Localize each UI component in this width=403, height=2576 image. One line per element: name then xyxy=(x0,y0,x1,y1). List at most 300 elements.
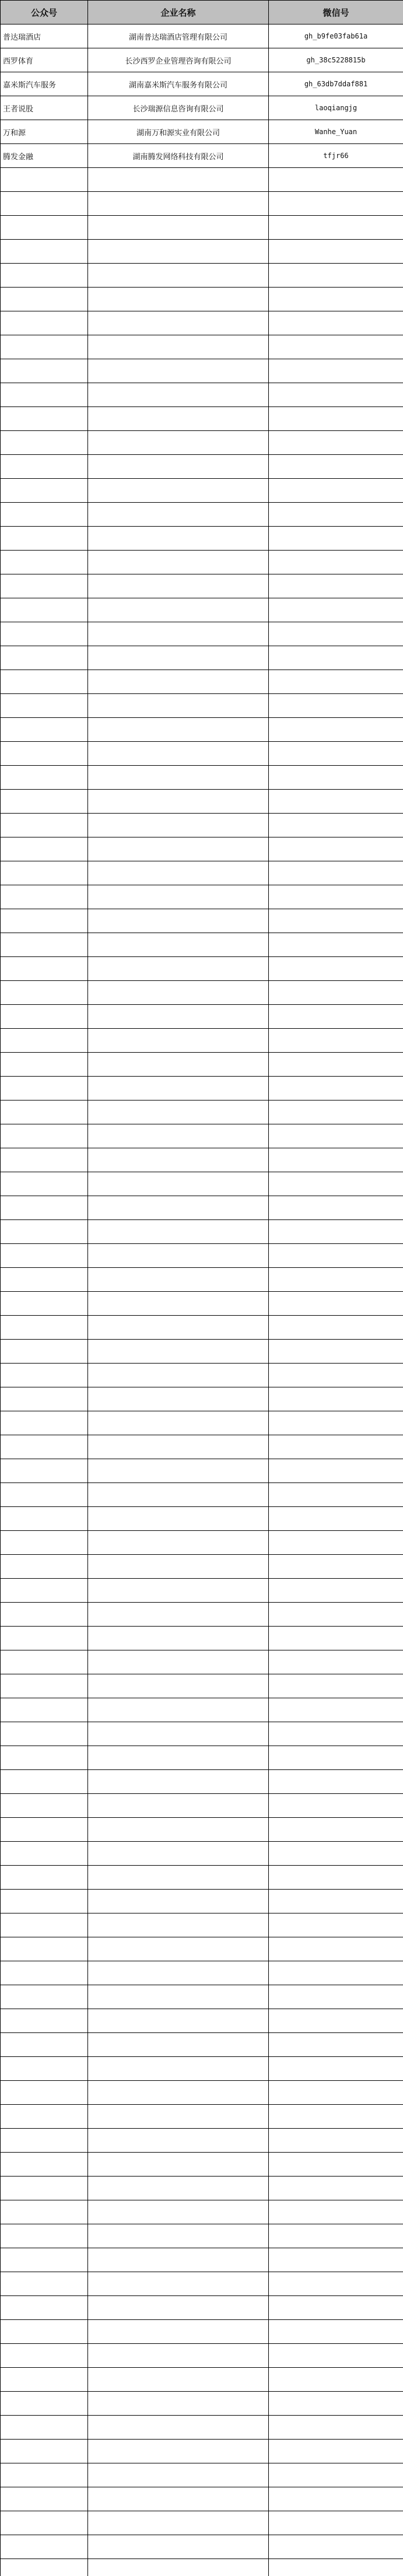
company-name-cell xyxy=(88,2177,269,2200)
company-name-cell xyxy=(88,766,269,790)
company-name-cell xyxy=(88,1316,269,1340)
company-name-cell xyxy=(88,909,269,933)
company-name-cell xyxy=(88,2320,269,2344)
table-row xyxy=(1,1722,403,1746)
table-row xyxy=(1,168,403,192)
account-name-cell xyxy=(1,1340,88,1364)
account-name-cell xyxy=(1,1937,88,1961)
wechat-id-cell xyxy=(269,288,403,311)
table-row xyxy=(1,1364,403,1387)
account-name-cell xyxy=(1,2057,88,2081)
company-name-cell xyxy=(88,2559,269,2576)
table-row xyxy=(1,2463,403,2487)
company-name-cell xyxy=(88,837,269,861)
table-row xyxy=(1,718,403,742)
account-name-cell: 王者说股 xyxy=(1,96,88,120)
table-row xyxy=(1,503,403,527)
company-name-cell xyxy=(88,2535,269,2559)
wechat-id-cell xyxy=(269,264,403,288)
wechat-id-cell xyxy=(269,1196,403,1220)
table-row xyxy=(1,1770,403,1794)
header-account: 公众号 xyxy=(1,1,88,24)
account-name-cell xyxy=(1,1627,88,1650)
account-name-cell xyxy=(1,2368,88,2392)
company-name-cell: 湖南嘉米斯汽车服务有限公司 xyxy=(88,72,269,96)
wechat-id-cell xyxy=(269,2296,403,2320)
wechat-id-cell xyxy=(269,1627,403,1650)
table-row xyxy=(1,646,403,670)
company-name-cell xyxy=(88,1220,269,1244)
table-row xyxy=(1,2081,403,2105)
table-row xyxy=(1,598,403,622)
company-name-cell xyxy=(88,2057,269,2081)
wechat-id-cell xyxy=(269,2057,403,2081)
table-row xyxy=(1,1794,403,1818)
account-name-cell xyxy=(1,1316,88,1340)
wechat-id-cell xyxy=(269,240,403,264)
company-name-cell xyxy=(88,1555,269,1579)
account-name-cell xyxy=(1,861,88,885)
table-row xyxy=(1,1268,403,1292)
account-name-cell xyxy=(1,1029,88,1053)
account-name-cell xyxy=(1,1555,88,1579)
table-row xyxy=(1,2535,403,2559)
table-row xyxy=(1,1746,403,1770)
table-row xyxy=(1,2487,403,2511)
company-name-cell xyxy=(88,2511,269,2535)
company-name-cell xyxy=(88,1531,269,1555)
company-name-cell xyxy=(88,288,269,311)
wechat-id-cell xyxy=(269,933,403,957)
account-name-cell xyxy=(1,2344,88,2368)
company-name-cell xyxy=(88,1794,269,1818)
wechat-id-cell xyxy=(269,455,403,479)
table-row xyxy=(1,2224,403,2248)
table-row xyxy=(1,1172,403,1196)
wechat-id-cell xyxy=(269,1961,403,1985)
company-name-cell xyxy=(88,2033,269,2057)
table-row xyxy=(1,574,403,598)
table-row xyxy=(1,1148,403,1172)
company-name-cell xyxy=(88,264,269,288)
wechat-id-cell xyxy=(269,646,403,670)
account-name-cell xyxy=(1,766,88,790)
table-row xyxy=(1,1220,403,1244)
wechat-id-cell xyxy=(269,1531,403,1555)
wechat-id-cell xyxy=(269,1913,403,1937)
wechat-id-cell xyxy=(269,527,403,551)
table-row xyxy=(1,192,403,216)
company-name-cell xyxy=(88,431,269,455)
company-name-cell xyxy=(88,2248,269,2272)
company-name-cell xyxy=(88,790,269,814)
company-name-cell xyxy=(88,2009,269,2033)
account-name-cell xyxy=(1,574,88,598)
account-name-cell xyxy=(1,1124,88,1148)
company-name-cell xyxy=(88,1961,269,1985)
company-name-cell xyxy=(88,981,269,1005)
wechat-id-cell xyxy=(269,2487,403,2511)
wechat-id-cell xyxy=(269,2511,403,2535)
account-name-cell xyxy=(1,2535,88,2559)
account-name-cell xyxy=(1,2296,88,2320)
table-row xyxy=(1,479,403,503)
wechat-id-cell xyxy=(269,2105,403,2129)
company-name-cell xyxy=(88,814,269,837)
company-name-cell xyxy=(88,1483,269,1507)
account-name-cell xyxy=(1,407,88,431)
company-name-cell xyxy=(88,551,269,574)
table-row xyxy=(1,335,403,359)
wechat-id-cell xyxy=(269,2440,403,2463)
company-name-cell xyxy=(88,2105,269,2129)
company-name-cell xyxy=(88,2344,269,2368)
wechat-id-cell xyxy=(269,1244,403,1268)
table-row xyxy=(1,1101,403,1124)
company-name-cell xyxy=(88,455,269,479)
table-row xyxy=(1,670,403,694)
account-name-cell xyxy=(1,168,88,192)
company-name-cell xyxy=(88,1985,269,2009)
wechat-id-cell: laoqiangjg xyxy=(269,96,403,120)
account-name-cell xyxy=(1,981,88,1005)
account-name-cell xyxy=(1,1053,88,1077)
table-row xyxy=(1,1890,403,1913)
company-name-cell xyxy=(88,1340,269,1364)
account-name-cell xyxy=(1,694,88,718)
table-row xyxy=(1,1842,403,1866)
account-name-cell xyxy=(1,1483,88,1507)
account-name-cell xyxy=(1,1746,88,1770)
table-row xyxy=(1,1005,403,1029)
account-name-cell xyxy=(1,359,88,383)
account-name-cell xyxy=(1,1818,88,1842)
wechat-id-cell xyxy=(269,598,403,622)
table-row xyxy=(1,622,403,646)
wechat-id-cell xyxy=(269,1770,403,1794)
company-name-cell xyxy=(88,1650,269,1674)
account-name-cell xyxy=(1,790,88,814)
company-name-cell xyxy=(88,1746,269,1770)
account-name-cell xyxy=(1,1890,88,1913)
company-name-cell xyxy=(88,192,269,216)
table-row xyxy=(1,885,403,909)
company-name-cell xyxy=(88,885,269,909)
account-name-cell xyxy=(1,2105,88,2129)
company-name-cell xyxy=(88,216,269,240)
table-row xyxy=(1,407,403,431)
wechat-id-cell xyxy=(269,2344,403,2368)
table-row xyxy=(1,1387,403,1411)
table-row xyxy=(1,1077,403,1101)
account-name-cell xyxy=(1,2224,88,2248)
table-row xyxy=(1,455,403,479)
company-name-cell xyxy=(88,311,269,335)
wechat-id-cell xyxy=(269,861,403,885)
table-row xyxy=(1,72,403,96)
wechat-id-cell xyxy=(269,1172,403,1196)
wechat-id-cell xyxy=(269,2200,403,2224)
wechat-id-cell: gh_b9fe03fab61a xyxy=(269,24,403,48)
company-name-cell: 湖南普达瑞酒店管理有限公司 xyxy=(88,24,269,48)
table-row xyxy=(1,2296,403,2320)
wechat-id-cell xyxy=(269,1077,403,1101)
table-row xyxy=(1,383,403,407)
table-row xyxy=(1,2248,403,2272)
account-name-cell xyxy=(1,240,88,264)
company-name-cell xyxy=(88,2463,269,2487)
company-name-cell xyxy=(88,574,269,598)
company-name-cell xyxy=(88,2200,269,2224)
account-name-cell xyxy=(1,335,88,359)
table-row xyxy=(1,933,403,957)
account-name-cell xyxy=(1,670,88,694)
wechat-id-cell xyxy=(269,1603,403,1627)
wechat-id-cell xyxy=(269,1650,403,1674)
table-row xyxy=(1,1913,403,1937)
table-row xyxy=(1,1818,403,1842)
company-name-cell xyxy=(88,622,269,646)
account-name-cell xyxy=(1,909,88,933)
table-row xyxy=(1,1483,403,1507)
company-name-cell xyxy=(88,1818,269,1842)
wechat-id-cell xyxy=(269,168,403,192)
account-name-cell: 腾发金融 xyxy=(1,144,88,168)
table-row xyxy=(1,2272,403,2296)
company-name-cell xyxy=(88,957,269,981)
wechat-id-cell xyxy=(269,1866,403,1890)
table-row xyxy=(1,2320,403,2344)
table-row xyxy=(1,288,403,311)
wechat-id-cell xyxy=(269,1316,403,1340)
wechat-id-cell xyxy=(269,718,403,742)
company-name-cell xyxy=(88,2440,269,2463)
wechat-id-cell xyxy=(269,2177,403,2200)
wechat-id-cell xyxy=(269,1842,403,1866)
account-name-cell xyxy=(1,2248,88,2272)
company-name-cell xyxy=(88,1937,269,1961)
wechat-id-cell xyxy=(269,1364,403,1387)
account-name-cell xyxy=(1,2559,88,2576)
table-row xyxy=(1,264,403,288)
table-row xyxy=(1,2105,403,2129)
company-name-cell xyxy=(88,718,269,742)
account-name-cell xyxy=(1,718,88,742)
account-name-cell xyxy=(1,1268,88,1292)
company-name-cell xyxy=(88,670,269,694)
table-row xyxy=(1,957,403,981)
table-row xyxy=(1,909,403,933)
table-row xyxy=(1,1340,403,1364)
account-name-cell xyxy=(1,455,88,479)
company-name-cell xyxy=(88,1459,269,1483)
account-name-cell xyxy=(1,2009,88,2033)
account-name-cell: 嘉米斯汽车服务 xyxy=(1,72,88,96)
wechat-id-cell xyxy=(269,1411,403,1435)
company-name-cell xyxy=(88,598,269,622)
table-row xyxy=(1,2129,403,2153)
account-name-cell xyxy=(1,1387,88,1411)
wechat-id-cell xyxy=(269,1292,403,1316)
wechat-id-cell xyxy=(269,2368,403,2392)
account-name-cell xyxy=(1,1794,88,1818)
wechat-id-cell xyxy=(269,1722,403,1746)
account-name-cell xyxy=(1,1220,88,1244)
account-name-cell xyxy=(1,1077,88,1101)
table-row xyxy=(1,2440,403,2463)
account-name-cell xyxy=(1,1148,88,1172)
table-row xyxy=(1,2200,403,2224)
table-row xyxy=(1,2392,403,2416)
account-name-cell xyxy=(1,1866,88,1890)
account-name-cell xyxy=(1,311,88,335)
wechat-id-cell xyxy=(269,192,403,216)
account-name-cell xyxy=(1,2129,88,2153)
account-name-cell xyxy=(1,192,88,216)
company-name-cell xyxy=(88,1770,269,1794)
table-row xyxy=(1,766,403,790)
table-row xyxy=(1,2033,403,2057)
table-row xyxy=(1,742,403,766)
account-name-cell xyxy=(1,479,88,503)
company-name-cell xyxy=(88,1698,269,1722)
wechat-id-cell xyxy=(269,2463,403,2487)
wechat-id-cell xyxy=(269,1483,403,1507)
account-name-cell xyxy=(1,2033,88,2057)
table-row xyxy=(1,2416,403,2440)
wechat-id-cell xyxy=(269,622,403,646)
account-name-cell xyxy=(1,1364,88,1387)
table-row xyxy=(1,1411,403,1435)
table-row xyxy=(1,2344,403,2368)
company-name-cell xyxy=(88,1387,269,1411)
table-row xyxy=(1,1627,403,1650)
table-row xyxy=(1,96,403,120)
table-row xyxy=(1,1053,403,1077)
company-name-cell xyxy=(88,933,269,957)
company-name-cell xyxy=(88,240,269,264)
wechat-id-cell xyxy=(269,885,403,909)
company-name-cell xyxy=(88,479,269,503)
account-name-cell xyxy=(1,2487,88,2511)
table-row xyxy=(1,2153,403,2177)
wechat-id-cell xyxy=(269,1053,403,1077)
table-row xyxy=(1,1292,403,1316)
account-name-cell xyxy=(1,1674,88,1698)
account-name-cell xyxy=(1,622,88,646)
wechat-id-cell xyxy=(269,2272,403,2296)
wechat-id-cell: gh_38c5228815b xyxy=(269,48,403,72)
account-name-cell xyxy=(1,814,88,837)
wechat-id-cell: Wanhe_Yuan xyxy=(269,120,403,144)
account-name-cell xyxy=(1,2440,88,2463)
company-name-cell xyxy=(88,1890,269,1913)
wechat-id-cell xyxy=(269,2081,403,2105)
account-name-cell xyxy=(1,2320,88,2344)
wechat-id-cell xyxy=(269,1387,403,1411)
wechat-id-cell xyxy=(269,2248,403,2272)
wechat-id-cell xyxy=(269,1746,403,1770)
company-name-cell: 湖南腾发网络科技有限公司 xyxy=(88,144,269,168)
wechat-id-cell xyxy=(269,311,403,335)
company-name-cell xyxy=(88,742,269,766)
wechat-id-cell xyxy=(269,335,403,359)
account-name-cell xyxy=(1,2200,88,2224)
table-row xyxy=(1,1961,403,1985)
company-name-cell xyxy=(88,2224,269,2248)
account-name-cell xyxy=(1,1435,88,1459)
company-name-cell xyxy=(88,1268,269,1292)
company-name-cell xyxy=(88,1101,269,1124)
wechat-id-cell xyxy=(269,2320,403,2344)
table-row xyxy=(1,359,403,383)
table-row xyxy=(1,1866,403,1890)
wechat-id-cell xyxy=(269,2416,403,2440)
company-name-cell xyxy=(88,1292,269,1316)
wechat-id-cell xyxy=(269,1937,403,1961)
wechat-id-cell xyxy=(269,479,403,503)
company-name-cell xyxy=(88,1674,269,1698)
wechat-id-cell xyxy=(269,1101,403,1124)
table-row xyxy=(1,311,403,335)
account-name-cell xyxy=(1,1650,88,1674)
company-name-cell xyxy=(88,1053,269,1077)
account-name-cell xyxy=(1,1292,88,1316)
table-body xyxy=(1,24,403,2576)
table-row xyxy=(1,120,403,144)
company-name-cell xyxy=(88,2081,269,2105)
account-name-cell xyxy=(1,598,88,622)
company-name-cell xyxy=(88,2487,269,2511)
account-name-cell: 万和源 xyxy=(1,120,88,144)
company-name-cell xyxy=(88,2368,269,2392)
account-name-cell xyxy=(1,1913,88,1937)
table-row xyxy=(1,240,403,264)
table-row xyxy=(1,2559,403,2576)
account-name-cell xyxy=(1,1531,88,1555)
company-name-cell xyxy=(88,1603,269,1627)
table-row xyxy=(1,694,403,718)
wechat-id-cell xyxy=(269,216,403,240)
wechat-id-cell xyxy=(269,1698,403,1722)
table-row xyxy=(1,2511,403,2535)
company-name-cell xyxy=(88,2272,269,2296)
account-name-cell xyxy=(1,885,88,909)
wechat-id-cell xyxy=(269,1507,403,1531)
wechat-id-cell xyxy=(269,551,403,574)
company-name-cell xyxy=(88,1722,269,1746)
table-row xyxy=(1,1196,403,1220)
account-name-cell: 普达瑞酒店 xyxy=(1,24,88,48)
company-name-cell: 长沙瑞源信息咨询有限公司 xyxy=(88,96,269,120)
table-row xyxy=(1,861,403,885)
company-name-cell xyxy=(88,1005,269,1029)
table-row xyxy=(1,790,403,814)
wechat-id-cell: tfjr66 xyxy=(269,144,403,168)
wechat-id-cell xyxy=(269,2392,403,2416)
wechat-id-cell xyxy=(269,981,403,1005)
wechat-id-cell xyxy=(269,1220,403,1244)
company-name-cell xyxy=(88,2392,269,2416)
table-row xyxy=(1,1985,403,2009)
company-name-cell xyxy=(88,2416,269,2440)
account-name-cell xyxy=(1,1411,88,1435)
table-row xyxy=(1,1124,403,1148)
account-name-cell xyxy=(1,1985,88,2009)
account-name-cell xyxy=(1,2081,88,2105)
table-row xyxy=(1,2177,403,2200)
table-row xyxy=(1,1244,403,1268)
